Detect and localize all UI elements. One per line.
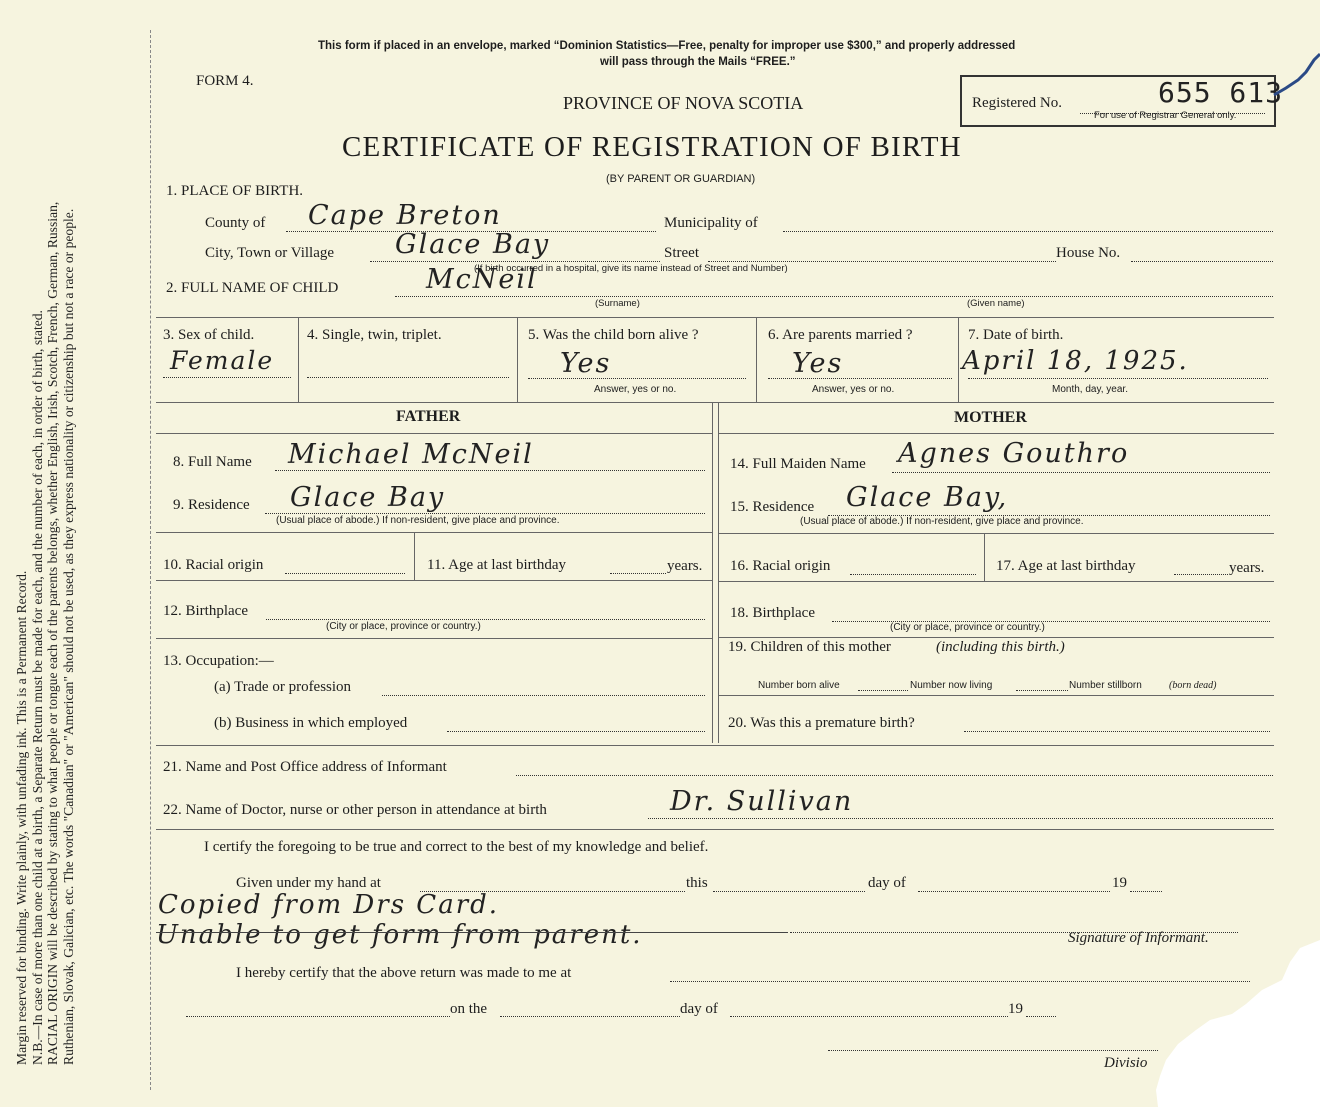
registrar-day-of-label: day of [680,1001,718,1017]
parents-married-label: 6. Are parents married ? [768,327,913,343]
father-residence-value: Glace Bay [290,482,446,513]
sex-value: Female [170,346,275,375]
father-age-years: years. [667,558,703,574]
date-of-birth-value: April 18, 1925. [962,346,1189,376]
parents-married-note: Answer, yes or no. [812,384,895,395]
margin-line-3: RACIAL ORIGIN will be described by stating to what people or tongue each of the parents belongs, whether English, Irish, Scotch, French, German, Russian, [45,201,60,1065]
street-note: (If birth occurred in a hospital, give its name instead of Street and Number) [474,263,788,274]
surname-note: (Surname) [595,298,640,309]
father-racial-origin-label: 10. Racial origin [163,557,264,573]
mother-children-note: (including this birth.) [936,639,1065,655]
registrar-year-label: 19 [1008,1001,1023,1017]
given-this-label: this [686,875,708,891]
born-alive-count-label: Number born alive [758,680,840,691]
mother-children-label: 19. Children of this mother [728,639,891,655]
mother-age-label: 17. Age at last birthday [996,558,1136,574]
registered-number: 655 613 [1158,76,1284,109]
margin-line-1: Margin reserved for binding. Write plainly, with unfading ink. This is a Permanent Record. [14,570,29,1065]
date-of-birth-note: Month, day, year. [1052,384,1128,395]
county-label: County of [205,215,266,231]
stillborn-count-label: Number stillborn [1069,680,1142,691]
mother-residence-label: 15. Residence [730,499,815,515]
place-of-birth-label: 1. PLACE OF BIRTH. [166,183,304,199]
given-day-of-label: day of [868,875,906,891]
doctor-value: Dr. Sullivan [670,786,854,817]
doctor-label: 22. Name of Doctor, nurse or other person in attendance at birth [163,802,547,818]
born-alive-note: Answer, yes or no. [594,384,677,395]
given-year-label: 19 [1112,875,1127,891]
father-trade-label: (a) Trade or profession [214,679,352,695]
mother-racial-origin-label: 16. Racial origin [730,558,831,574]
father-occupation-label: 13. Occupation:— [163,653,274,669]
certificate-title: CERTIFICATE OF REGISTRATION OF BIRTH [342,131,962,163]
child-name-label: 2. FULL NAME OF CHILD [166,280,339,296]
registrar-division-label: Divisio [1104,1055,1148,1071]
city-value: Glace Bay [395,229,551,260]
plurality-label: 4. Single, twin, triplet. [307,327,442,343]
mother-birthplace-label: 18. Birthplace [730,605,815,621]
sex-label: 3. Sex of child. [163,327,255,343]
father-birthplace-label: 12. Birthplace [163,603,248,619]
father-heading: FATHER [396,408,461,425]
father-business-label: (b) Business in which employed [214,715,408,731]
mother-name-value: Agnes Gouthro [898,438,1130,469]
registrar-note: For use of Registrar General only. [1094,110,1237,121]
form-number: FORM 4. [196,73,254,89]
date-of-birth-label: 7. Date of birth. [968,327,1064,343]
county-value: Cape Breton [308,200,502,231]
city-label: City, Town or Village [205,245,335,261]
born-alive-value: Yes [560,348,612,379]
postal-notice: This form if placed in an envelope, marked “Dominion Statistics—Free, penalty for improper use $300,” and properly addressed [318,40,1016,52]
given-name-note: (Given name) [967,298,1025,309]
father-age-label: 11. Age at last birthday [427,557,566,573]
municipality-label: Municipality of [664,215,758,231]
father-residence-note: (Usual place of abode.) If non-resident, give place and province. [276,515,560,526]
registered-label: Registered No. [972,95,1062,111]
father-name-label: 8. Full Name [173,454,252,470]
mother-residence-value: Glace Bay, [846,482,1009,513]
mother-birthplace-note: (City or place, province or country.) [890,622,1045,633]
house-number-label: House No. [1056,245,1121,261]
margin-line-2: N.B.—In case of more than one child at a birth, a Separate Return must be made for each, and the number of each, in order of birth, stated. [29,310,45,1065]
informant-signature-label: Signature of Informant. [1068,930,1209,946]
parents-married-value: Yes [792,348,844,379]
now-living-count-label: Number now living [910,680,993,691]
copied-note: Copied from Drs Card. [158,890,500,920]
stillborn-count-note: (born dead) [1169,680,1217,691]
father-birthplace-note: (City or place, province or country.) [326,621,481,632]
unable-note: Unable to get form from parent. [156,920,643,950]
father-residence-label: 9. Residence [173,497,250,513]
born-alive-label: 5. Was the child born alive ? [528,327,699,343]
margin-line-4: Ruthenian, Slovak, Galician, etc. The words "Canadian" or "American" should not be used, as they express nationality or citizenship but not a race or people. [60,208,76,1065]
premature-birth-label: 20. Was this a premature birth? [728,715,915,731]
street-label: Street [664,245,699,261]
informant-certify: I certify the foregoing to be true and correct to the best of my knowledge and belief. [204,839,709,855]
certificate-subtitle: (BY PARENT OR GUARDIAN) [606,173,756,185]
mother-heading: MOTHER [954,409,1027,426]
father-name-value: Michael McNeil [288,439,534,470]
registrar-certify: I hereby certify that the above return was made to me at [236,965,572,981]
province-heading: PROVINCE OF NOVA SCOTIA [563,93,804,113]
child-surname-value: McNeil [426,264,538,295]
informant-label: 21. Name and Post Office address of Informant [163,759,447,775]
mother-age-years: years. [1229,560,1265,576]
postal-notice-free: will pass through the Mails “FREE.” [600,56,796,68]
registrar-on-the-label: on the [450,1001,488,1017]
given-under-hand-label: Given under my hand at [236,875,381,891]
mother-residence-note: (Usual place of abode.) If non-resident, give place and province. [800,516,1084,527]
mother-name-label: 14. Full Maiden Name [730,456,866,472]
